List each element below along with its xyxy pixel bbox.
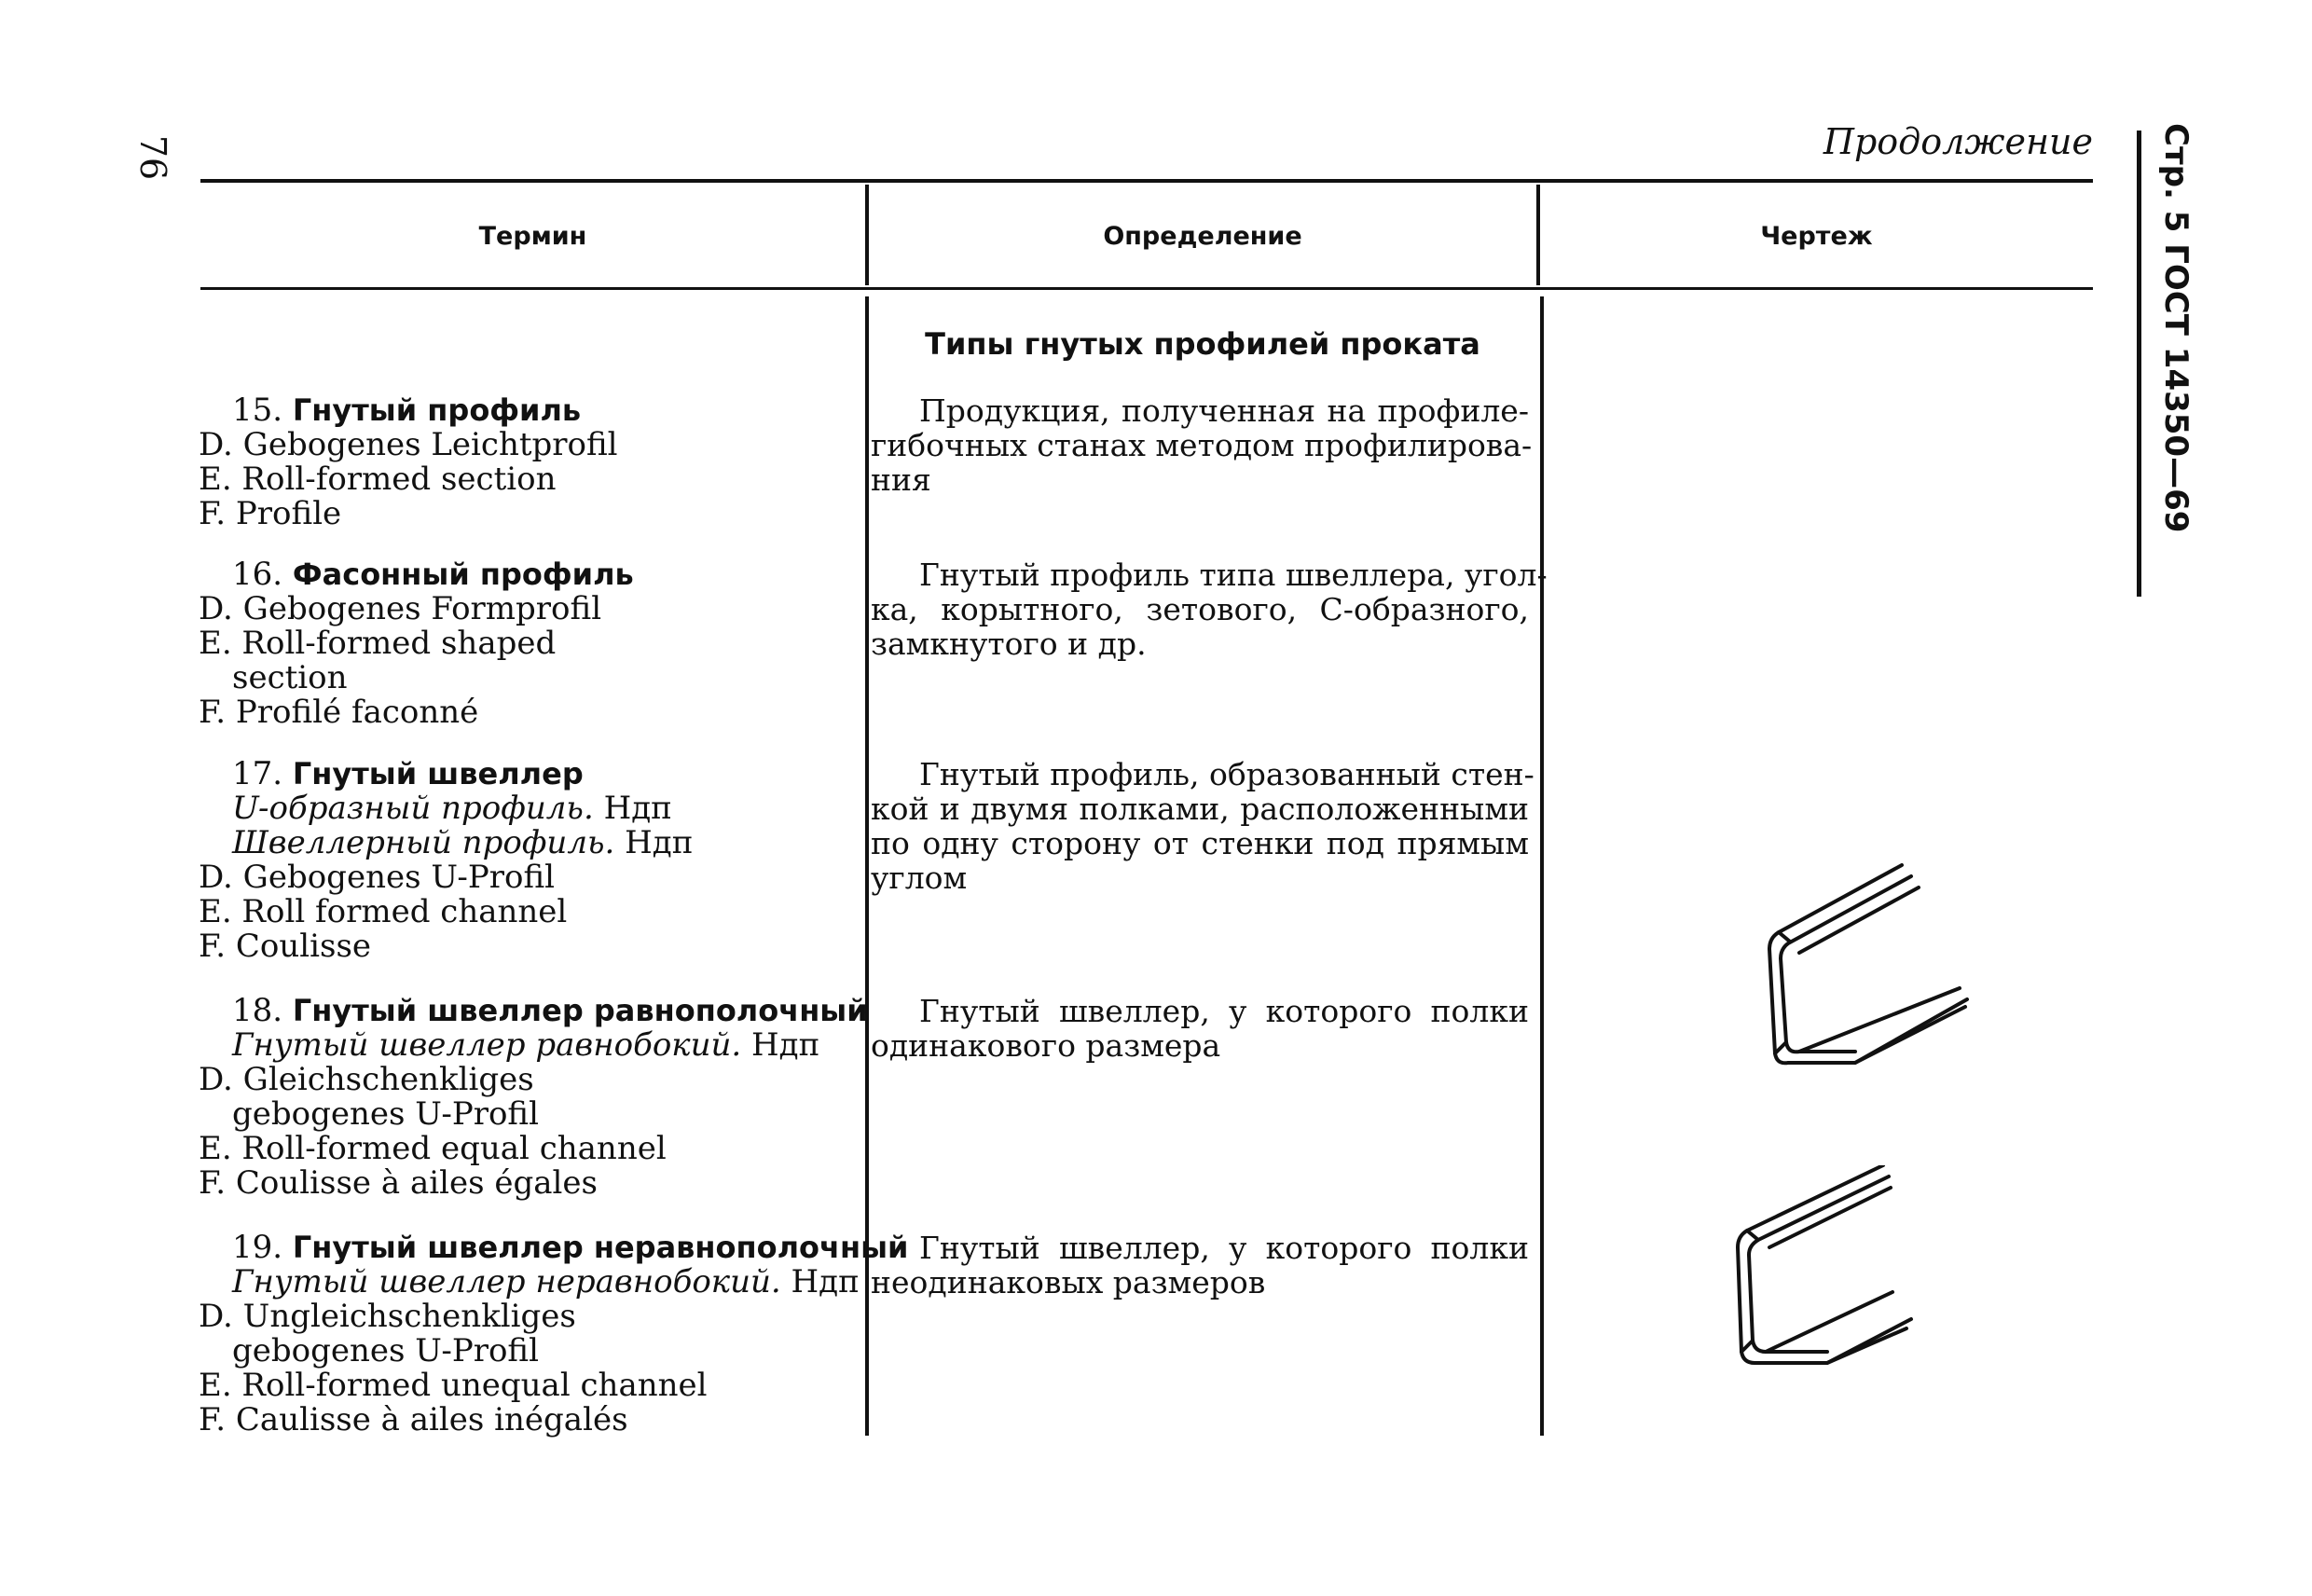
term-entry-18 xyxy=(199,994,868,1201)
term-entry-15 xyxy=(199,393,618,531)
term-number: 16. xyxy=(232,556,283,593)
term-fr: F. Profile xyxy=(199,495,342,532)
section-title: Типы гнутых профилей проката xyxy=(925,326,1480,362)
definition-17: Гнутый профиль, образованный стен- кой и двумя полками, расположенными по одну сторону от стенки под прямым углом xyxy=(871,756,1534,896)
header-drawing: Чертеж xyxy=(1760,222,1873,251)
definition-16: Гнутый профиль типа швеллера, угол- ка, корытного, зетового, С-образного, замкнутого и др. xyxy=(871,557,1548,662)
definition-19: Гнутый швеллер, у которого полки неодинаковых размеров xyxy=(871,1230,1529,1300)
term-de: D. Gleichschenkliges xyxy=(199,1061,534,1098)
term-de: D. Gebogenes Leichtprofil xyxy=(199,426,618,463)
term-en: E. Roll-formed equal channel xyxy=(199,1130,667,1167)
term-en-cont: section xyxy=(232,659,348,696)
term-name: Гнутый швеллер неравнополочный xyxy=(292,1230,909,1265)
term-entry-16 xyxy=(199,557,634,730)
term-de-cont: gebogenes U-Profil xyxy=(232,1095,539,1133)
ndp-term: Гнутый швеллер неравнобокий. Ндп xyxy=(232,1263,860,1300)
term-fr: F. Coulisse xyxy=(199,928,372,965)
term-de: D. Gebogenes U-Profil xyxy=(199,859,556,896)
continuation-label: Продолжение xyxy=(1823,121,2093,162)
definition-15: Продукция, полученная на профиле- гибочных станах методом профилирова- ния xyxy=(871,392,1533,498)
term-fr: F. Caulisse à ailes inégalés xyxy=(199,1401,628,1438)
equal-channel-drawing xyxy=(1753,848,1976,1072)
term-name: Фасонный профиль xyxy=(292,557,634,592)
term-de: D. Ungleichschenkliges xyxy=(199,1298,576,1335)
header-term: Термин xyxy=(478,222,587,251)
table-header-rule xyxy=(200,287,2093,290)
side-rule xyxy=(2137,131,2141,597)
standard-reference: Стр. 5 ГОСТ 14350—69 xyxy=(2157,123,2195,533)
ndp-term: Швеллерный профиль. Ндп xyxy=(232,824,694,861)
term-number: 18. xyxy=(232,992,283,1029)
term-fr: F. Coulisse à ailes égales xyxy=(199,1164,598,1202)
unequal-channel-drawing xyxy=(1725,1165,1948,1389)
term-name: Гнутый швеллер равнополочный xyxy=(292,993,868,1028)
term-en: E. Roll formed channel xyxy=(199,893,568,930)
term-en: E. Roll-formed shaped xyxy=(199,625,557,662)
header-definition: Определение xyxy=(1103,222,1302,251)
term-entry-17 xyxy=(199,757,693,964)
term-name: Гнутый швеллер xyxy=(292,756,584,791)
term-de-cont: gebogenes U-Profil xyxy=(232,1332,539,1369)
term-fr: F. Profilé faconné xyxy=(199,694,479,731)
page-number: 76 xyxy=(132,134,174,181)
term-entry-19 xyxy=(199,1231,908,1438)
definition-18: Гнутый швеллер, у которого полки одинакового размера xyxy=(871,993,1529,1064)
ndp-term: Гнутый швеллер равнобокий. Ндп xyxy=(232,1026,820,1064)
term-number: 15. xyxy=(232,392,283,429)
col-divider-2 xyxy=(1540,296,1544,1436)
ndp-term: U-образный профиль. Ндп xyxy=(232,790,672,827)
term-number: 19. xyxy=(232,1229,283,1266)
term-en: E. Roll-formed unequal channel xyxy=(199,1367,708,1404)
term-en: E. Roll-formed section xyxy=(199,461,557,498)
term-de: D. Gebogenes Formprofil xyxy=(199,590,602,627)
table-top-rule xyxy=(200,179,2093,183)
term-number: 17. xyxy=(232,755,283,792)
term-name: Гнутый профиль xyxy=(292,392,582,428)
side-label xyxy=(2127,123,2221,533)
